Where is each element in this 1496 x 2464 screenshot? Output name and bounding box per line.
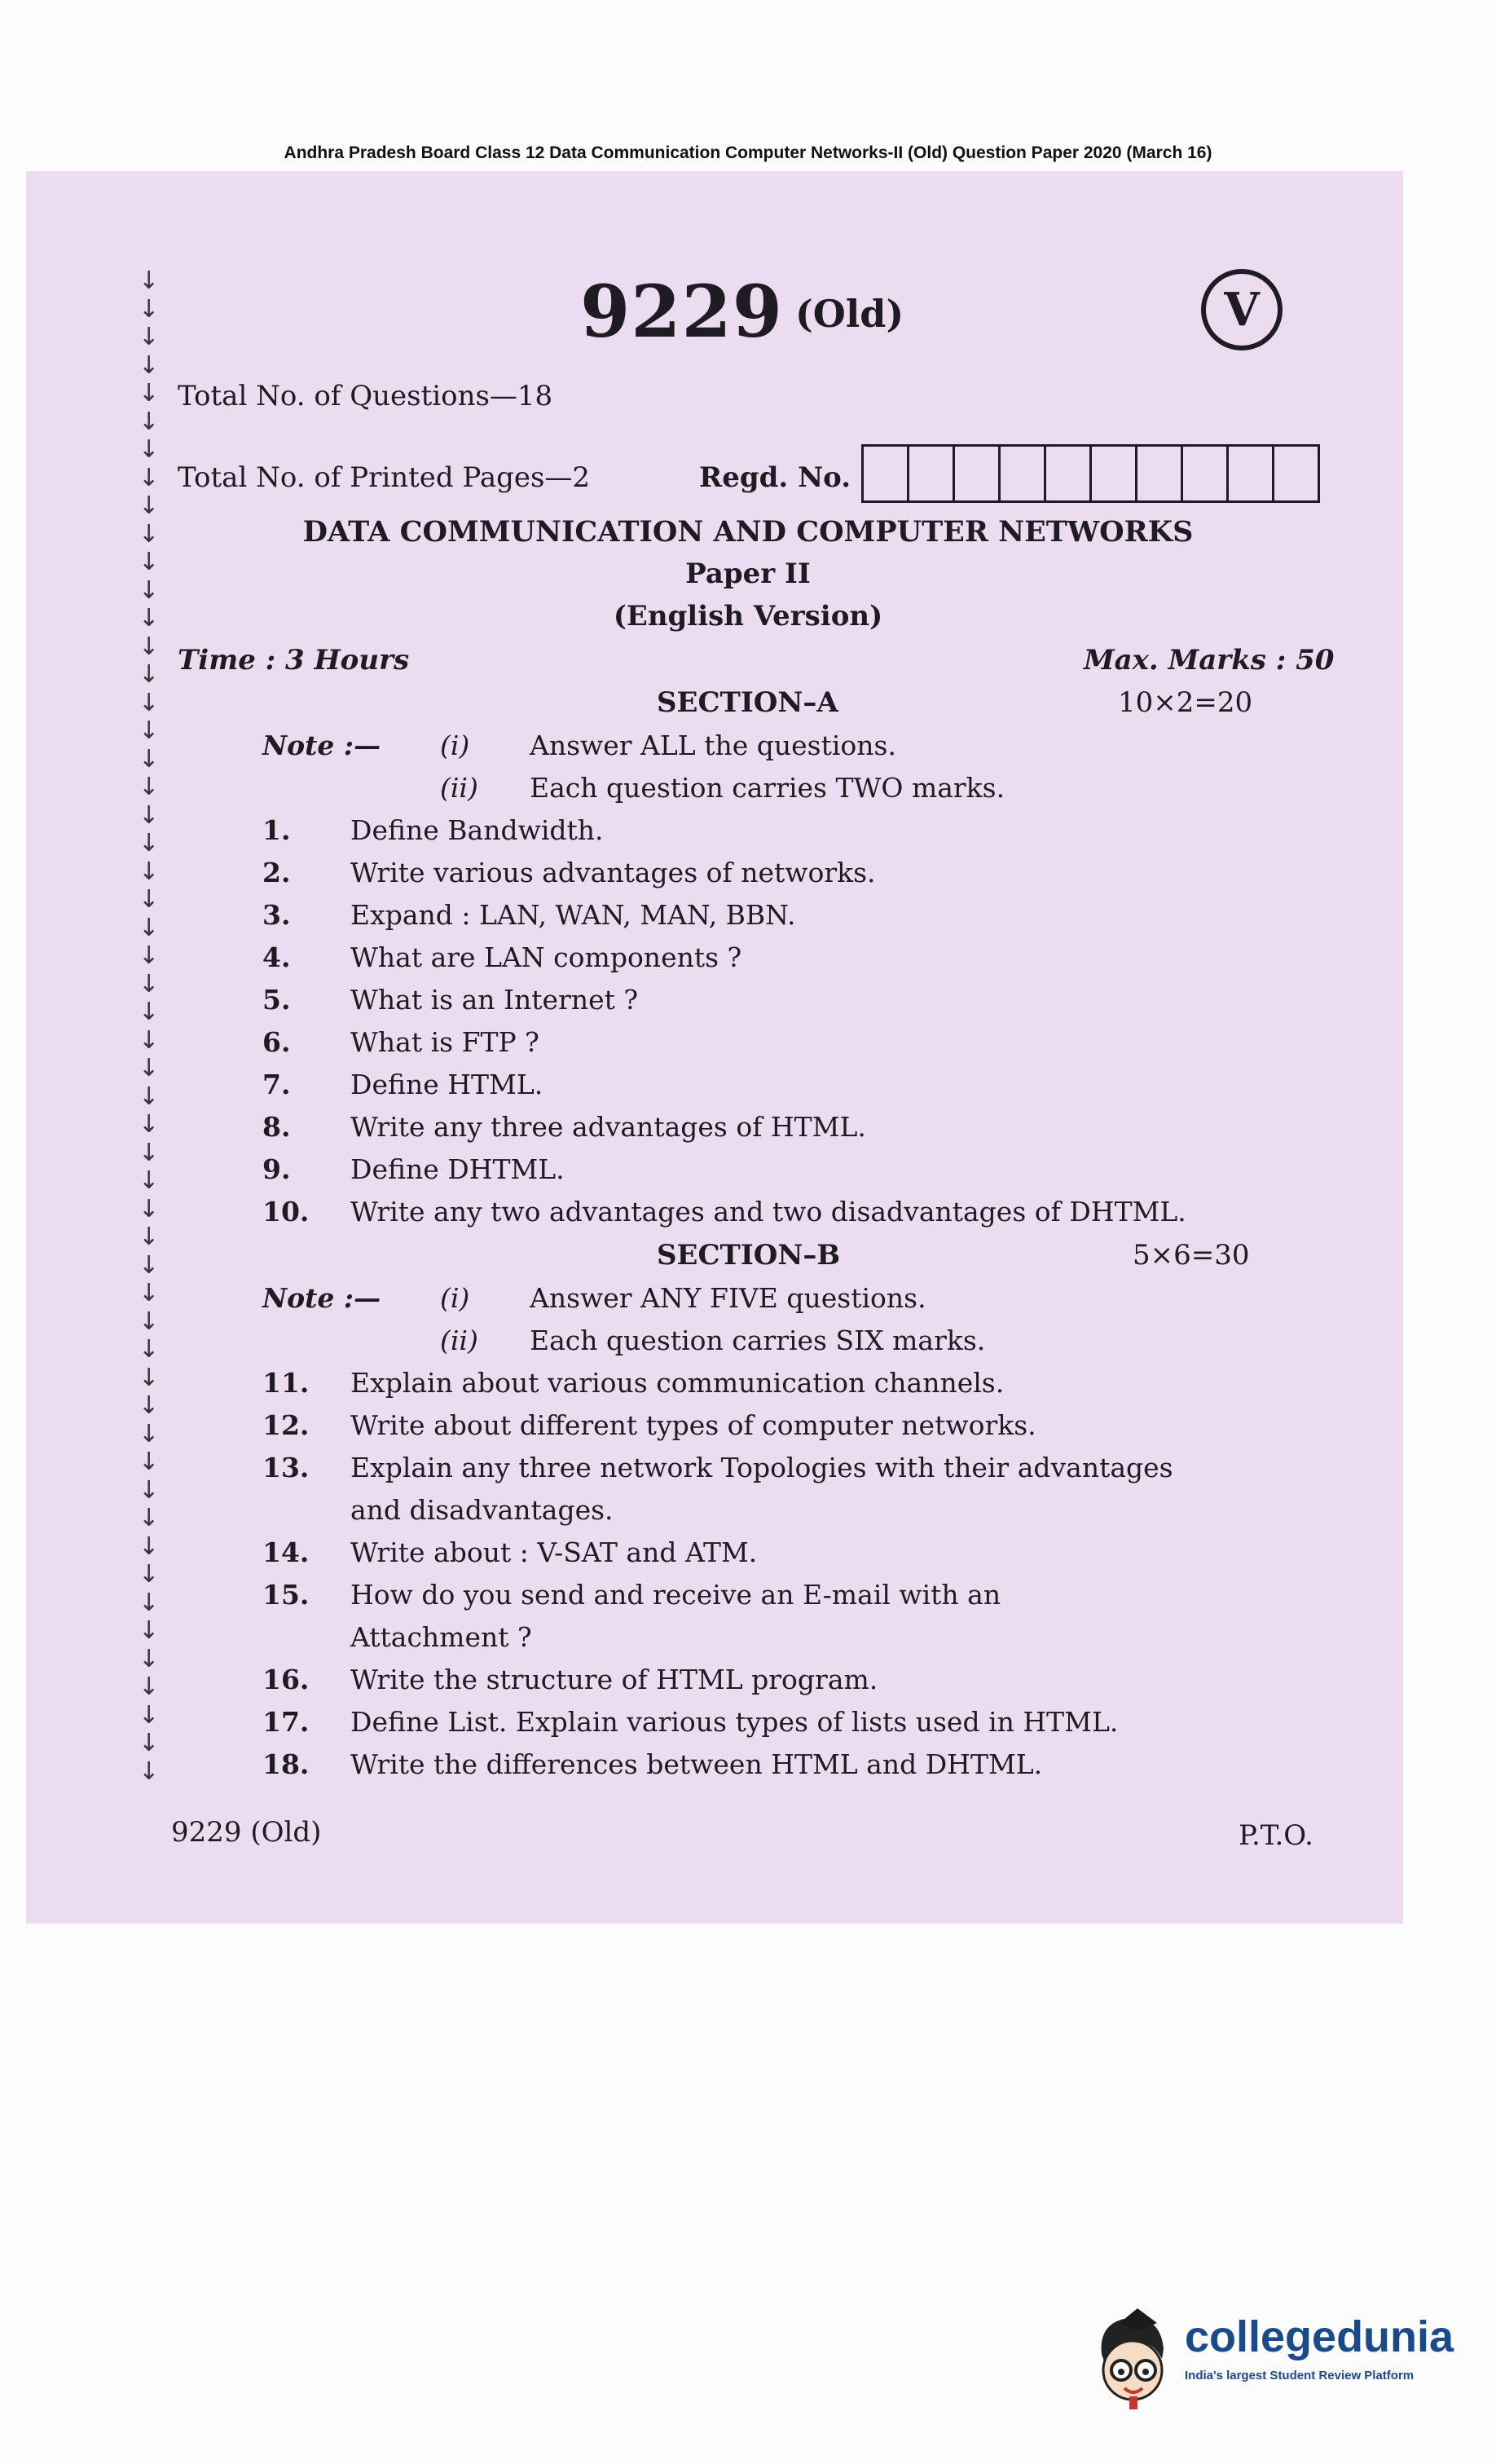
footer-pto: P.T.O. (1239, 1819, 1313, 1852)
question-number: 1. (262, 814, 291, 846)
regd-label: Regd. No. (699, 461, 851, 494)
perforation-arrow-icon: ↓ (139, 744, 160, 774)
section-b-marks: 5×6=30 (1133, 1239, 1250, 1272)
perforation-arrow-icon: ↓ (139, 323, 160, 351)
perforation-arrow-icon: ↓ (139, 1588, 160, 1617)
question-number: 6. (262, 1026, 291, 1058)
question-number: 5. (262, 984, 291, 1016)
perforation-arrow-icon: ↓ (139, 1700, 160, 1730)
perforation-arrow-icon: ↓ (139, 1082, 160, 1111)
question-text: Write any three advantages of HTML. (350, 1111, 866, 1143)
perforation-arrow-icon: ↓ (139, 1757, 160, 1786)
section-a-note-label: Note :— (262, 730, 381, 761)
question-number: 10. (262, 1196, 310, 1228)
perforation-arrow-icon: ↓ (139, 1729, 160, 1757)
total-questions-text: Total No. of Questions—18 (178, 380, 553, 412)
section-a-note-1: Answer ALL the questions. (530, 730, 896, 761)
perforation-arrow-icon: ↓ (139, 913, 160, 942)
question-text: Write any two advantages and two disadvantages of DHTML. (350, 1196, 1186, 1228)
question-number: 13. (262, 1452, 310, 1483)
perforation-arrow-icon: ↓ (139, 998, 160, 1026)
perforation-arrow-icon: ↓ (139, 1391, 160, 1420)
perforation-arrow-icon: ↓ (139, 829, 160, 857)
question-text: Write various advantages of networks. (350, 857, 876, 888)
perforation-arrow-icon: ↓ (139, 1138, 160, 1167)
perforation-arrow-icon: ↓ (139, 1166, 160, 1195)
question-number: 7. (262, 1069, 291, 1100)
perforation-arrow-icon: ↓ (139, 688, 160, 717)
version-badge: V (1201, 269, 1283, 350)
perforation-arrow-icon: ↓ (139, 491, 160, 520)
perforation-arrow-icon: ↓ (139, 1250, 160, 1280)
question-text: Define List. Explain various types of lists used in HTML. (350, 1706, 1119, 1738)
perforation-arrow-icon: ↓ (139, 350, 160, 380)
perforation-arrow-icon: ↓ (139, 548, 160, 576)
perforation-arrow-icon: ↓ (139, 1335, 160, 1364)
question-number: 4. (262, 941, 291, 973)
perforation-arrow-icon: ↓ (139, 773, 160, 801)
question-text: Write the structure of HTML program. (350, 1664, 878, 1695)
perforation-arrow-icon: ↓ (139, 1673, 160, 1701)
medium: (English Version) (613, 600, 883, 633)
perforation-arrow-icon: ↓ (139, 1194, 160, 1223)
perforation-arrow-icon: ↓ (139, 800, 160, 830)
section-a-marks: 10×2=20 (1118, 686, 1253, 719)
logo-wordmark: collegedunia (1185, 2312, 1454, 2361)
perforation-arrow-icon: ↓ (139, 294, 160, 324)
section-a-title: SECTION–A (657, 686, 838, 719)
question-text: What is FTP ? (350, 1026, 539, 1058)
perforation-arrow-icon: ↓ (139, 1363, 160, 1392)
question-number: 9. (262, 1153, 291, 1185)
question-number: 16. (262, 1664, 310, 1695)
perforation-arrow-icon: ↓ (139, 1504, 160, 1532)
section-b-note-1: Answer ANY FIVE questions. (530, 1282, 926, 1314)
total-pages: Total No. of Printed Pages—2 (178, 461, 591, 494)
perforation-arrow-icon: ↓ (139, 1532, 160, 1561)
paper-number: Paper II (685, 558, 811, 590)
question-text: Define HTML. (350, 1069, 543, 1100)
paper-code-suffix: (Old) (795, 292, 904, 336)
perforation-arrow-icon: ↓ (139, 435, 160, 464)
perforation-arrow-icon: ↓ (139, 885, 160, 914)
subject-title: DATA COMMUNICATION AND COMPUTER NETWORKS (302, 515, 1194, 549)
section-a-note-1-num: (i) (440, 730, 470, 761)
regd-number-boxes[interactable] (861, 444, 1320, 503)
question-text-continued: and disadvantages. (350, 1494, 614, 1526)
perforation-arrow-icon: ↓ (139, 1025, 160, 1055)
question-text: Write the differences between HTML and DHTML. (350, 1748, 1043, 1780)
section-b-note-label: Note :— (262, 1282, 381, 1314)
perforation-arrow-icon: ↓ (139, 716, 160, 745)
question-number: 11. (262, 1367, 310, 1399)
perforation-arrow-icon: ↓ (139, 1054, 160, 1082)
time-allowed: Time : 3 Hours (178, 644, 410, 677)
perforation-arrow-icon: ↓ (139, 1475, 160, 1505)
perforation-arrow-icon: ↓ (139, 1307, 160, 1336)
perforation-arrow-icon: ↓ (139, 407, 160, 436)
section-a-note-2-num: (ii) (440, 772, 478, 804)
perforation-arrows (139, 269, 179, 1801)
question-text-continued: Attachment ? (350, 1621, 532, 1653)
question-paper-sheet (26, 171, 1403, 1924)
perforation-arrow-icon: ↓ (139, 519, 160, 549)
footer-code: 9229 (Old) (171, 1816, 322, 1849)
perforation-arrow-icon: ↓ (139, 379, 160, 408)
section-b-note-1-num: (i) (440, 1282, 470, 1314)
perforation-arrow-icon: ↓ (139, 1560, 160, 1589)
perforation-arrow-icon: ↓ (139, 632, 160, 661)
perforation-arrow-icon: ↓ (139, 969, 160, 998)
perforation-arrow-icon: ↓ (139, 1223, 160, 1251)
question-number: 14. (262, 1536, 310, 1568)
question-text: Explain about various communication channels. (350, 1367, 1005, 1399)
perforation-arrow-icon: ↓ (139, 463, 160, 492)
question-text: Define Bandwidth. (350, 814, 604, 846)
perforation-arrow-icon: ↓ (139, 604, 160, 633)
logo-tagline: India's largest Student Review Platform (1185, 2369, 1415, 2382)
perforation-arrow-icon: ↓ (139, 1644, 160, 1673)
question-text: What is an Internet ? (350, 984, 639, 1016)
perforation-arrow-icon: ↓ (139, 575, 160, 605)
perforation-arrow-icon: ↓ (139, 1419, 160, 1448)
question-number: 3. (262, 899, 291, 931)
question-number: 2. (262, 857, 291, 888)
perforation-arrow-icon: ↓ (139, 660, 160, 689)
perforation-arrow-icon: ↓ (139, 1279, 160, 1307)
total-questions (178, 380, 552, 412)
collegedunia-logo[interactable] (1087, 2307, 1454, 2413)
question-text: Expand : LAN, WAN, MAN, BBN. (350, 899, 796, 931)
perforation-arrow-icon: ↓ (139, 1448, 160, 1476)
perforation-arrow-icon: ↓ (139, 857, 160, 886)
perforation-arrow-icon: ↓ (139, 941, 160, 970)
document-header-title: Andhra Pradesh Board Class 12 Data Communication Computer Networks-II (Old) Question Paper 2020 (March 16) (284, 143, 1212, 162)
paper-code: 9229 (580, 269, 783, 354)
perforation-arrow-icon: ↓ (139, 1110, 160, 1139)
section-b-note-2: Each question carries SIX marks. (530, 1325, 986, 1356)
max-marks: Max. Marks : 50 (1084, 644, 1335, 677)
question-number: 18. (262, 1748, 310, 1780)
perforation-arrow-icon: ↓ (139, 1616, 160, 1645)
question-number: 12. (262, 1409, 310, 1441)
section-b-note-2-num: (ii) (440, 1325, 478, 1356)
question-text: What are LAN components ? (350, 941, 742, 973)
question-text: Explain any three network Topologies with their advantages (350, 1452, 1173, 1483)
question-text: Define DHTML. (350, 1153, 565, 1185)
question-text: Write about : V-SAT and ATM. (350, 1536, 758, 1568)
perforation-arrow-icon: ↓ (139, 267, 160, 295)
question-text: How do you send and receive an E-mail with an (350, 1579, 1001, 1611)
question-number: 15. (262, 1579, 310, 1611)
mascot-icon (1087, 2307, 1177, 2413)
section-b-title: SECTION–B (657, 1239, 841, 1272)
section-a-note-2: Each question carries TWO marks. (530, 772, 1005, 804)
question-number: 8. (262, 1111, 291, 1143)
question-text: Write about different types of computer networks. (350, 1409, 1036, 1441)
question-number: 17. (262, 1706, 310, 1738)
